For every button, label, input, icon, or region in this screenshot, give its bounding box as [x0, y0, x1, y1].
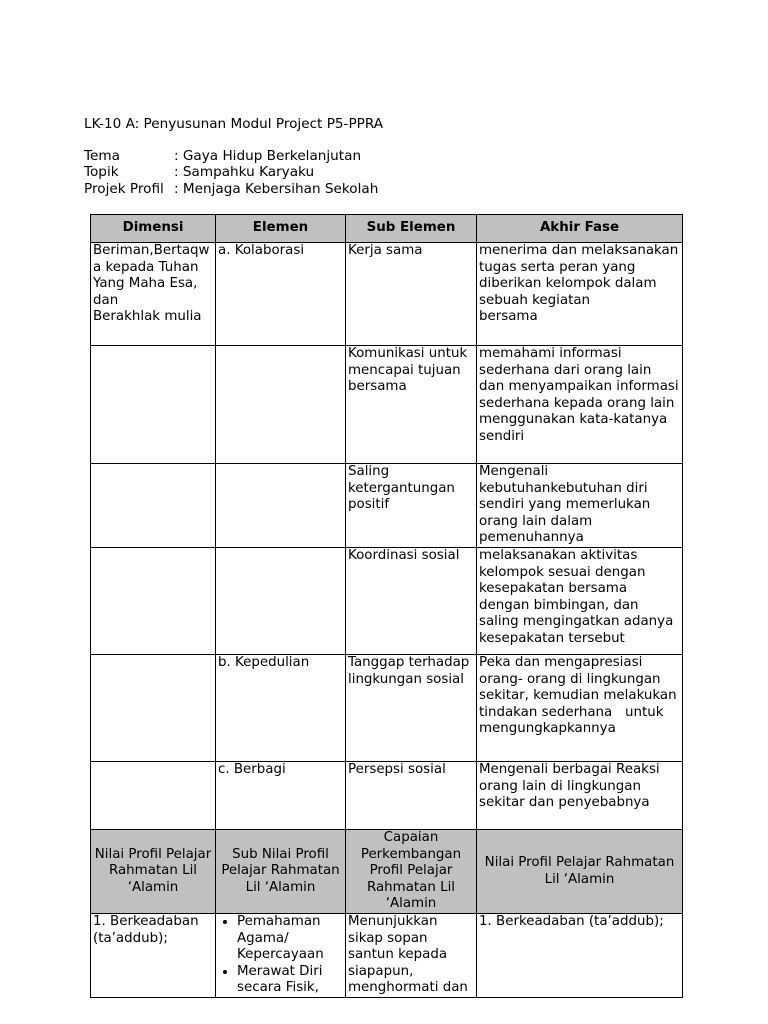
cell-sub-elemen: Saling ketergantungan positif — [346, 464, 477, 548]
table-row — [91, 762, 683, 830]
meta-value: : Gaya Hidup Berkelanjutan — [174, 148, 362, 164]
list-item: • Merawat Diri secara Fisik, — [237, 964, 343, 997]
table-row — [91, 464, 683, 548]
table-row — [91, 548, 683, 655]
cell-akhir-fase: menerima dan melaksanakan tugas serta peran yang diberikan kelompok dalam sebuah kegiatan bersama — [477, 243, 683, 346]
header-sub-elemen: Sub Elemen — [346, 215, 477, 243]
meta-label: Projek Profil — [84, 181, 164, 197]
cell-sub-elemen: Kerja sama — [346, 243, 477, 346]
cell-akhir-fase: Mengenali berbagai Reaksi orang lain di lingkungan sekitar dan penyebabnya — [477, 762, 683, 830]
meta-value: : Menjaga Kebersihan Sekolah — [174, 181, 379, 197]
meta-tema — [84, 148, 361, 165]
cell-elemen — [216, 464, 346, 548]
cell-dimensi — [91, 655, 216, 762]
cell-elemen — [216, 346, 346, 464]
cell-sub-elemen: Koordinasi sosial — [346, 548, 477, 655]
cell-dimensi — [91, 548, 216, 655]
sub-nilai-list — [218, 914, 343, 997]
document-title: LK-10 A: Penyusunan Modul Project P5-PPRA — [84, 116, 384, 132]
meta-label: Tema — [84, 148, 120, 164]
table-row — [91, 914, 683, 998]
meta-projek-profil — [84, 181, 378, 198]
cell-sub-elemen: Persepsi sosial — [346, 762, 477, 830]
cell-akhir-fase: Mengenali kebutuhankebutuhan diri sendiri yang memerlukan orang lain dalam pemenuhannya — [477, 464, 683, 548]
meta-value: : Sampahku Karyaku — [174, 164, 315, 180]
cell-elemen: a. Kolaborasi — [216, 243, 346, 346]
header-sub-nilai-profil: Sub Nilai Profil Pelajar Rahmatan Lil ‘Alamin — [216, 830, 346, 914]
header-capaian-perkembangan: Capaian Perkembangan Profil Pelajar Rahmatan Lil ‘Alamin — [346, 830, 477, 914]
cell-capaian: Menunjukkan sikap sopan santun kepada siapapun, menghormati dan — [346, 914, 477, 998]
table-row — [91, 655, 683, 762]
cell-sub-elemen: Tanggap terhadap lingkungan sosial — [346, 655, 477, 762]
table-header-row-2 — [91, 830, 683, 914]
cell-elemen: b. Kepedulian — [216, 655, 346, 762]
cell-dimensi — [91, 464, 216, 548]
cell-akhir-fase: memahami informasi sederhana dari orang lain dan menyampaikan informasi sederhana kepada orang lain menggunakan kata-katanya sendiri — [477, 346, 683, 464]
header-nilai-profil-2: Nilai Profil Pelajar Rahmatan Lil ‘Alamin — [477, 830, 683, 914]
header-elemen: Elemen — [216, 215, 346, 243]
cell-dimensi — [91, 762, 216, 830]
cell-sub-elemen: Komunikasi untuk mencapai tujuan bersama — [346, 346, 477, 464]
cell-elemen: c. Berbagi — [216, 762, 346, 830]
header-nilai-profil: Nilai Profil Pelajar Rahmatan Lil ‘Alamin — [91, 830, 216, 914]
header-akhir-fase: Akhir Fase — [477, 215, 683, 243]
cell-nilai-2: 1. Berkeadaban (ta’addub); — [477, 914, 683, 998]
list-item: • Pemahaman Agama/ Kepercayaan — [237, 914, 343, 964]
cell-sub-nilai — [216, 914, 346, 998]
table-header-row — [91, 215, 683, 243]
meta-label: Topik — [84, 164, 119, 180]
header-dimensi: Dimensi — [91, 215, 216, 243]
cell-dimensi: Beriman,Bertaqwa kepada Tuhan Yang Maha Esa, dan Berakhlak mulia — [91, 243, 216, 346]
cell-elemen — [216, 548, 346, 655]
table-row — [91, 346, 683, 464]
cell-nilai: 1. Berkeadaban (ta’addub); — [91, 914, 216, 998]
module-table — [90, 214, 683, 998]
cell-akhir-fase: Peka dan mengapresiasi orang- orang di lingkungan sekitar, kemudian melakukan tindakan sederhana untuk mengungkapkannya — [477, 655, 683, 762]
cell-akhir-fase: melaksanakan aktivitas kelompok sesuai dengan kesepakatan bersama dengan bimbingan, dan saling mengingatkan adanya kesepakatan tersebut — [477, 548, 683, 655]
cell-dimensi — [91, 346, 216, 464]
meta-topik — [84, 164, 314, 181]
table-row — [91, 243, 683, 346]
